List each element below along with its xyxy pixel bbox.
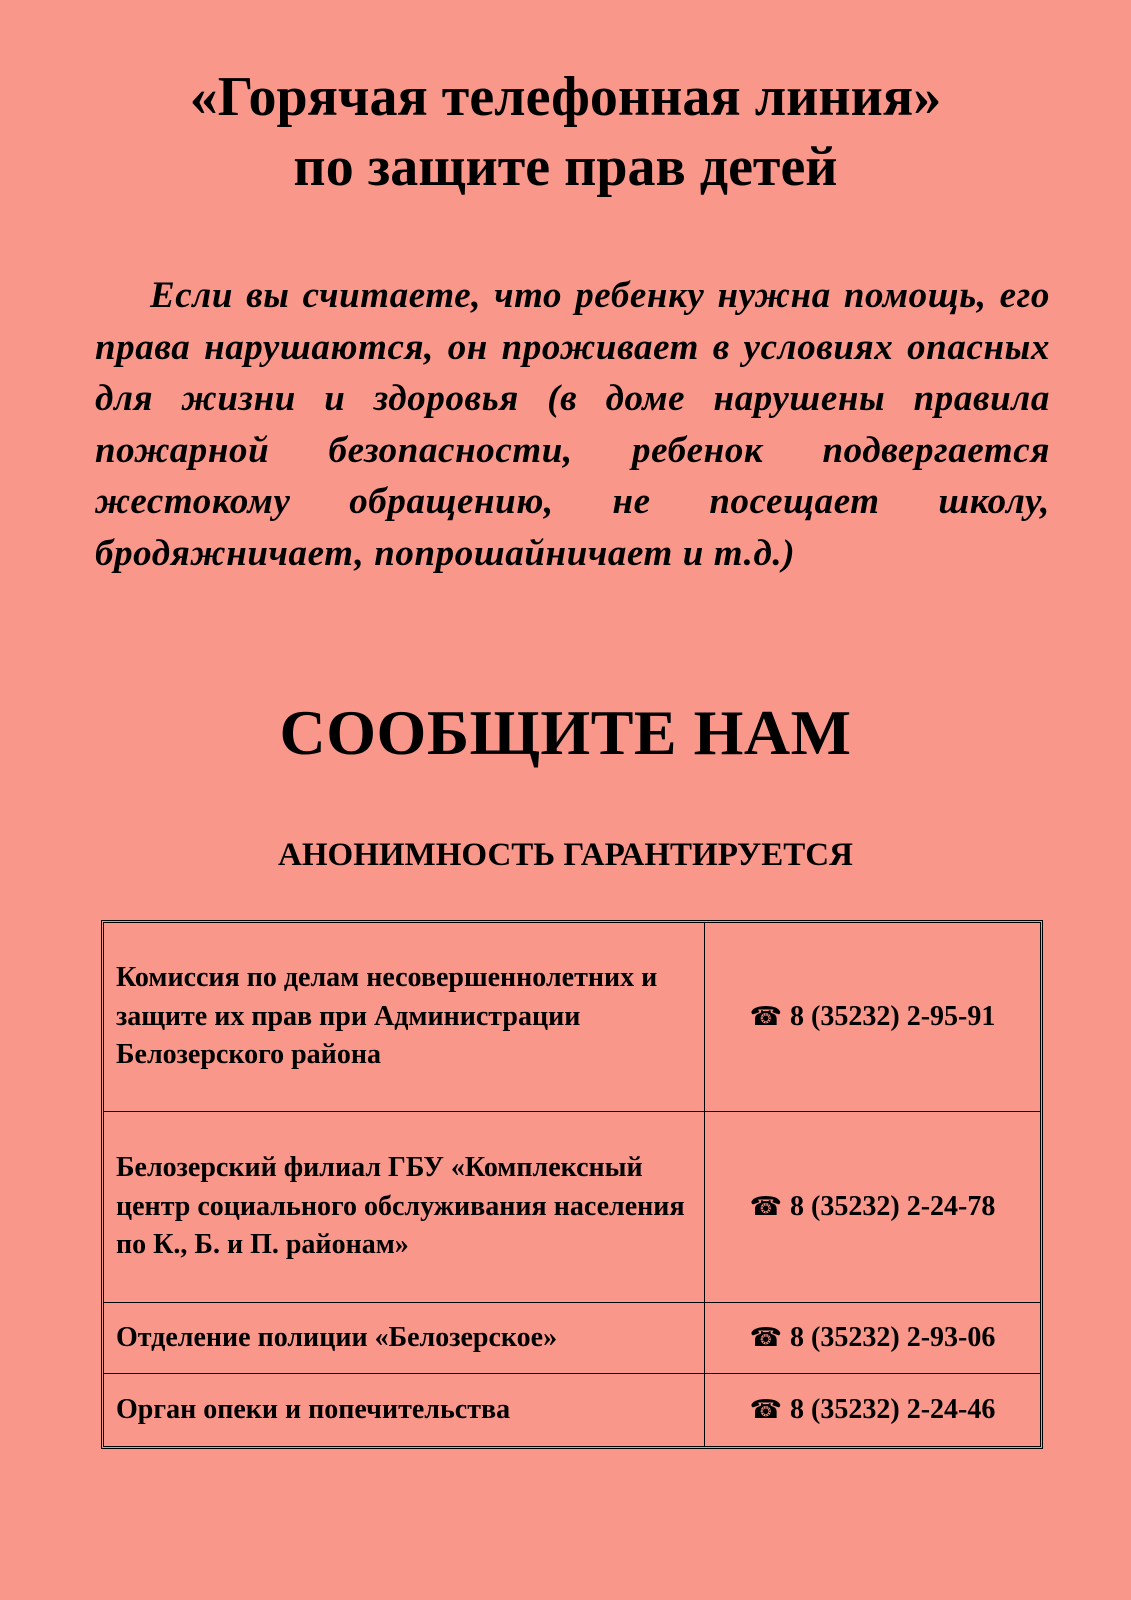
phone-number[interactable]: 8 (35232) 2-24-78 <box>790 1190 996 1222</box>
phone-icon: ☎ <box>749 1394 783 1425</box>
organization-name: Белозерский филиал ГБУ «Комплексный центр социального обслуживания населения по К., Б. и П. районам» <box>104 1112 705 1303</box>
table-row <box>104 1374 1040 1446</box>
phone-cell <box>705 923 1040 1112</box>
table-row <box>104 1112 1040 1303</box>
phone-number[interactable]: 8 (35232) 2-93-06 <box>790 1321 996 1353</box>
phone-cell <box>705 1374 1040 1446</box>
phone-number[interactable]: 8 (35232) 2-24-46 <box>790 1393 996 1425</box>
phone-icon: ☎ <box>749 1191 783 1222</box>
phone-cell <box>705 1303 1040 1374</box>
contacts-table <box>101 920 1043 1449</box>
call-to-action-heading: СООБЩИТЕ НАМ <box>279 697 852 768</box>
table-row <box>104 1303 1040 1374</box>
title-line-1: «Горячая телефонная линия» <box>189 66 942 128</box>
phone-icon: ☎ <box>749 1322 783 1353</box>
organization-name: Орган опеки и попечительства <box>104 1374 705 1446</box>
intro-paragraph: Если вы считаете, что ребенку нужна помощь, его права нарушаются, он проживает в условиях опасных для жизни и здоровья (в доме нарушены правила пожарной безопасности, ребенок подвергается жестокому обращению, не посещает школу, бродяжничает, попрошайничает и т.д.) <box>95 275 1050 574</box>
table-row <box>104 923 1040 1112</box>
page-title <box>0 62 1131 202</box>
anonymity-notice: АНОНИМНОСТЬ ГАРАНТИРУЕТСЯ <box>278 837 853 873</box>
organization-name: Комиссия по делам несовершеннолетних и защите их прав при Администрации Белозерского района <box>104 923 705 1112</box>
phone-icon: ☎ <box>749 1001 783 1032</box>
title-line-2: по защите прав детей <box>293 136 838 198</box>
organization-name: Отделение полиции «Белозерское» <box>104 1303 705 1374</box>
phone-number[interactable]: 8 (35232) 2-95-91 <box>790 1000 996 1032</box>
phone-cell <box>705 1112 1040 1303</box>
